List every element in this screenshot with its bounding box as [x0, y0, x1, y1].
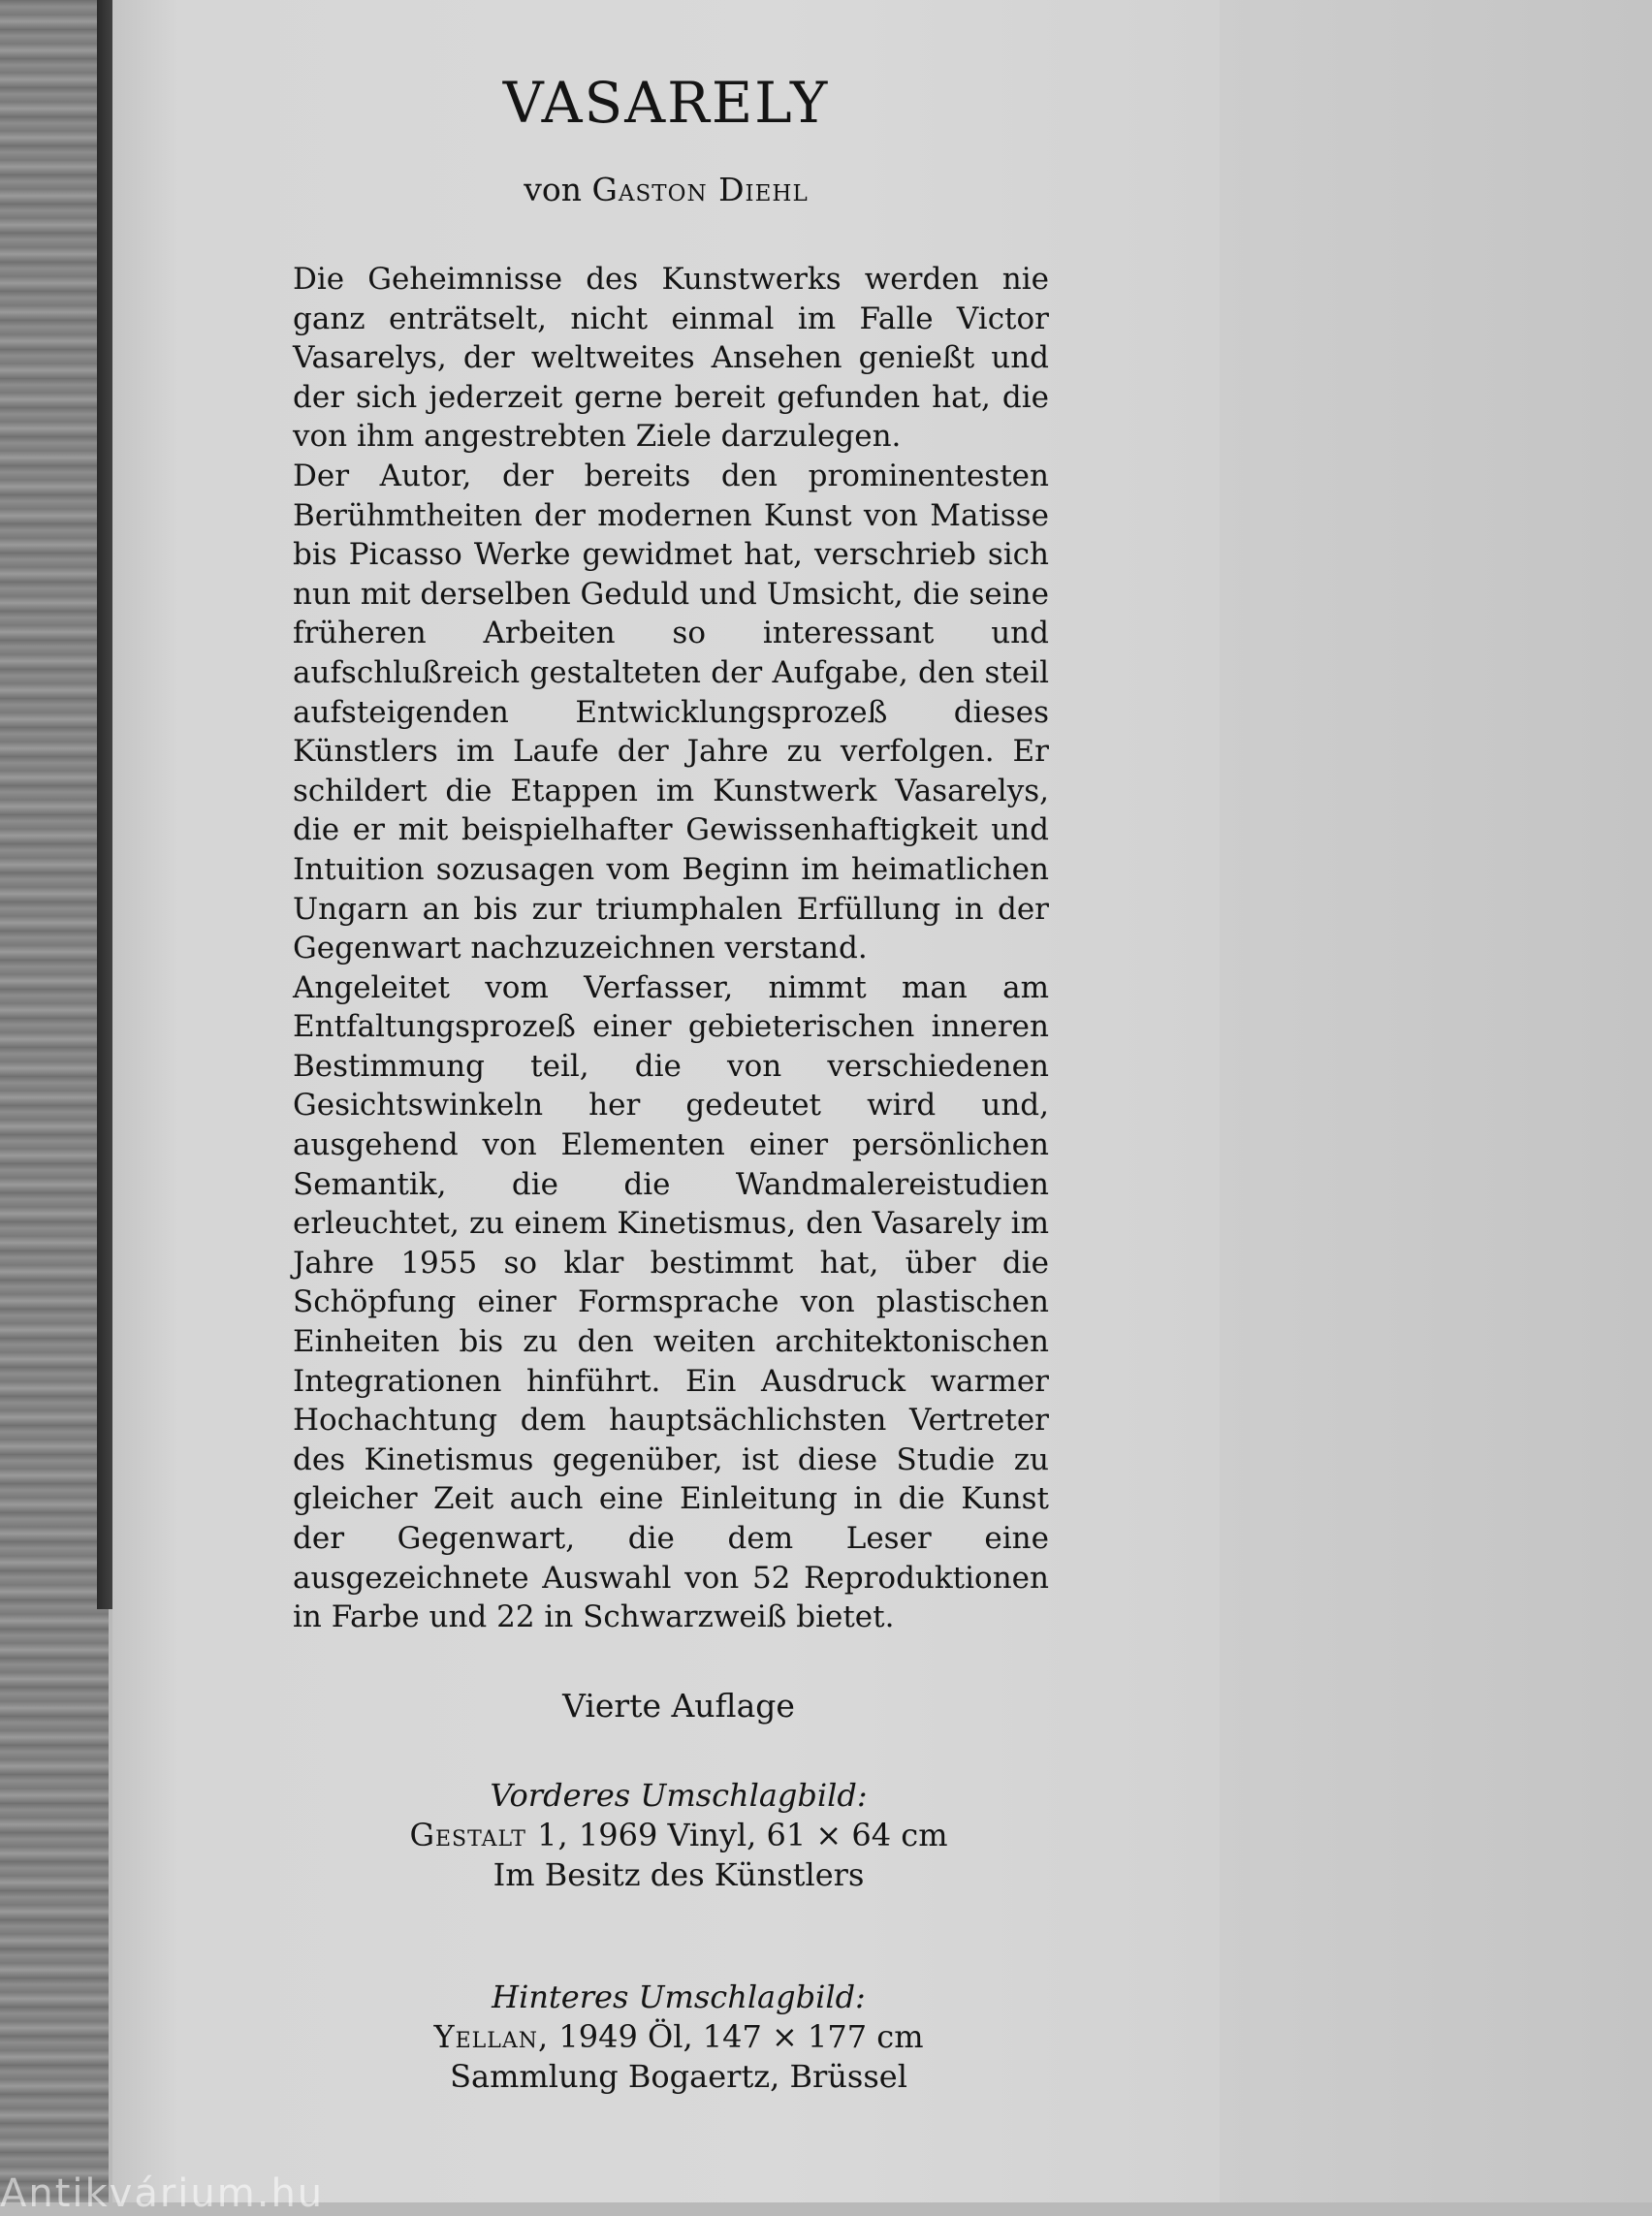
back-cover-label: Hinteres Umschlagbild: [492, 1979, 866, 2015]
blurb-paragraph: Der Autor, der bereits den prominentesten Berühmtheiten der modernen Kunst von Matisse bis Picasso Werke gewidmet hat, verschrieb sich nun mit derselben Geduld und Umsicht, die seine früheren Arbeiten so interessant und aufschlußreich gestalteten der Aufgabe, den steil aufsteigenden Entwicklungsprozeß dieses Künstlers im Laufe der Jahre zu verfolgen. Er schildert die Etappen im Kunstwerk Vasarelys, die er mit beispielhafter Gewissenhaftigkeit und Intuition sozusagen vom Beginn im heimatlichen Ungarn an bis zur triumphalen Erfüllung in der Gegenwart nachzuzeichnen verstand. [293, 458, 1049, 966]
author-byline [112, 171, 1220, 208]
byline-prefix: von [524, 171, 583, 208]
book-title: VASARELY [502, 70, 830, 136]
watermark: Antikvárium.hu [0, 2171, 325, 2216]
back-cover-work-details: 1949 Öl, 147 × 177 cm [558, 2018, 924, 2055]
blurb-text [293, 260, 1049, 1637]
blurb-paragraph: Die Geheimnisse des Kunstwerks werden nie ganz enträtselt, nicht einmal im Falle Victor Vasarelys, der weltweites Ansehen genießt und der sich jederzeit gerne bereit gefunden hat, die von ihm angestrebten Ziele darzulegen. [293, 262, 1049, 455]
wooden-background [0, 0, 109, 2202]
back-cover-work-title: Yellan, [433, 2018, 550, 2055]
back-cover-owner: Sammlung Bogaertz, Brüssel [450, 2058, 907, 2095]
author-name: Gaston Diehl [591, 171, 809, 208]
back-cover-work [291, 2017, 1066, 2057]
front-cover-label: Vorderes Umschlagbild: [490, 1777, 868, 1814]
front-cover-work [291, 1816, 1066, 1855]
front-cover-work-title: Gestalt 1, [409, 1817, 569, 1853]
back-cover-credit [291, 1978, 1066, 2097]
front-cover-owner: Im Besitz des Künstlers [492, 1856, 865, 1893]
blurb-paragraph: Angeleitet vom Verfasser, nimmt man am Entfaltungsprozeß einer gebieterischen inneren Bestimmung teil, die von verschiedenen Gesichtswinkeln her gedeutet wird und, ausgehend von Elementen einer persönlichen Semantik, die die Wandmalereistudien erleuchtet, zu einem Kinetismus, den Vasarely im Jahre 1955 so klar bestimmt hat, über die Schöpfung einer Formsprache von plastischen Einheiten bis zu den weiten architektonischen Integrationen hinführt. Ein Ausdruck warmer Hochachtung dem hauptsächlichsten Vertreter des Kinetismus gegenüber, ist diese Studie zu gleicher Zeit auch eine Einleitung in die Kunst der Gegenwart, die dem Leser eine ausgezeichnete Auswahl von 52 Reproduktionen in Farbe und 22 in Schwarzweiß bietet. [293, 969, 1049, 1635]
edition-note: Vierte Auflage [562, 1687, 795, 1725]
front-cover-work-details: 1969 Vinyl, 61 × 64 cm [578, 1817, 948, 1853]
front-cover-credit [291, 1776, 1066, 1895]
facing-page-edge [1220, 0, 1652, 2202]
